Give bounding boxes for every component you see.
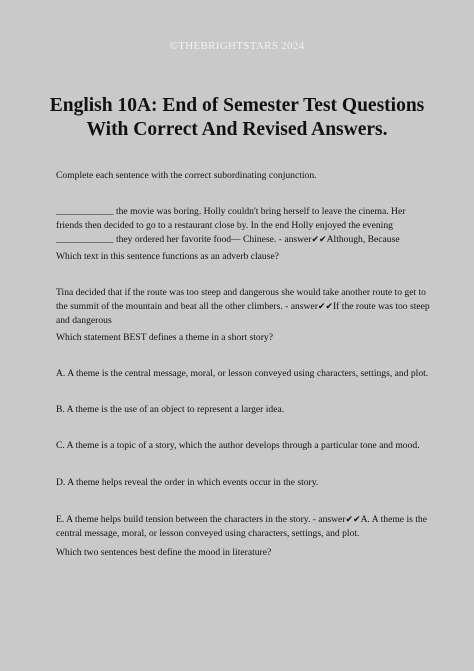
q1-line-3: ____________ they ordered her favorite food— Chinese. - answer [56, 234, 312, 245]
option-a: A. A theme is the central message, moral, or lesson conveyed using characters, settings, and plot. [56, 368, 429, 379]
checkmark-icon: ✔✔ [345, 515, 361, 525]
option-e-line-2: central message, moral, or lesson conveyed using characters, settings, and plot. [56, 528, 360, 539]
q3-answer: A. A theme is the [360, 514, 427, 525]
question-2-paragraph [56, 286, 436, 328]
option-e-paragraph [56, 513, 436, 541]
checkmark-icon: ✔✔ [317, 302, 333, 312]
q1-line-2: friends then decided to go to a restaurant close by. In the end Holly enjoyed the evening [56, 220, 393, 231]
title-line-2: With Correct And Revised Answers. [86, 119, 388, 140]
q1-answer: Although, Because [326, 234, 400, 245]
q2-answer: If the route was too steep [332, 301, 430, 312]
question-2-prompt: Which text in this sentence functions as an adverb clause? [56, 251, 279, 262]
question-4-prompt: Which two sentences best define the mood in literature? [56, 547, 272, 558]
instruction-text: Complete each sentence with the correct subordinating conjunction. [56, 170, 317, 181]
q1-line-1: ____________ the movie was boring. Holly couldn't bring herself to leave the cinema. Her [56, 206, 406, 217]
checkmark-icon: ✔✔ [311, 235, 327, 245]
watermark: ©THEBRIGHTSTARS 2024 [169, 40, 305, 52]
question-1-paragraph [56, 205, 436, 247]
option-e-line-1: E. A theme helps build tension between the characters in the story. - answer [56, 514, 346, 525]
option-d: D. A theme helps reveal the order in which events occur in the story. [56, 477, 319, 488]
q2-line-2: the summit of the mountain and beat all the other climbers. - answer [56, 301, 318, 312]
question-3-prompt: Which statement BEST defines a theme in a short story? [56, 332, 273, 343]
q2-line-3: and dangerous [56, 315, 112, 326]
option-b: B. A theme is the use of an object to represent a larger idea. [56, 404, 285, 415]
title-line-1: English 10A: End of Semester Test Questions [49, 95, 425, 116]
page-title [30, 94, 444, 142]
q2-line-1: Tina decided that if the route was too steep and dangerous she would take another route to get to [56, 287, 426, 298]
option-c: C. A theme is a topic of a story, which the author develops through a particular tone and mood. [56, 440, 420, 451]
